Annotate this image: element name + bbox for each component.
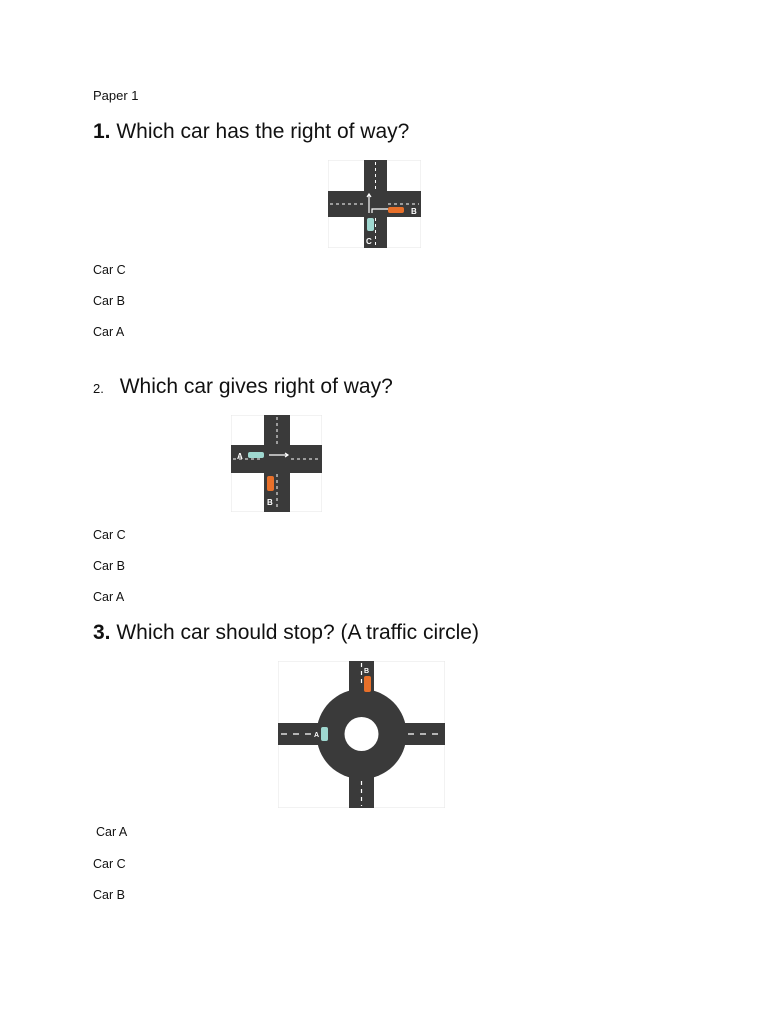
roundabout-diagram — [278, 661, 445, 808]
question-3-option-3[interactable]: Car B — [93, 888, 125, 902]
car-a-teal — [321, 727, 328, 741]
question-1-text: Which car has the right of way? — [116, 120, 410, 143]
car-b-orange — [388, 207, 404, 213]
question-1-option-1[interactable]: Car C — [93, 263, 126, 277]
question-1-heading — [93, 119, 409, 145]
car-a-label: A — [237, 452, 243, 461]
question-1-option-2[interactable]: Car B — [93, 294, 125, 308]
question-3-number: 3. — [93, 621, 111, 644]
question-1-intersection-figure — [328, 160, 421, 248]
question-2-heading — [93, 374, 393, 402]
car-b-orange — [364, 676, 371, 692]
car-b-orange — [267, 476, 274, 491]
car-b-label: B — [364, 668, 370, 675]
car-a-label: A — [314, 732, 320, 739]
question-2-option-1[interactable]: Car C — [93, 528, 126, 542]
question-2-option-2[interactable]: Car B — [93, 559, 125, 573]
question-2-option-3[interactable]: Car A — [93, 590, 125, 604]
question-3-text: Which car should stop? (A traffic circle) — [116, 621, 479, 644]
question-3-roundabout-figure — [278, 661, 445, 808]
question-2-number: 2. — [93, 381, 104, 396]
car-b-label: B — [411, 207, 417, 216]
question-3-option-2[interactable]: Car C — [93, 857, 126, 871]
car-b-label: B — [267, 498, 273, 507]
car-a-teal — [248, 452, 264, 458]
car-c-label: C — [366, 237, 372, 246]
question-3-option-1[interactable]: Car A — [96, 825, 128, 839]
intersection-diagram-1 — [328, 160, 421, 248]
question-3-heading — [93, 620, 479, 646]
car-c-teal — [367, 218, 374, 231]
question-2-text: Which car gives right of way? — [119, 375, 393, 398]
question-2-intersection-figure — [231, 415, 322, 512]
paper-label: Paper 1 — [93, 88, 139, 103]
intersection-diagram-2 — [231, 415, 322, 512]
question-1-number: 1. — [93, 120, 111, 143]
question-1-option-3[interactable]: Car A — [93, 325, 125, 339]
